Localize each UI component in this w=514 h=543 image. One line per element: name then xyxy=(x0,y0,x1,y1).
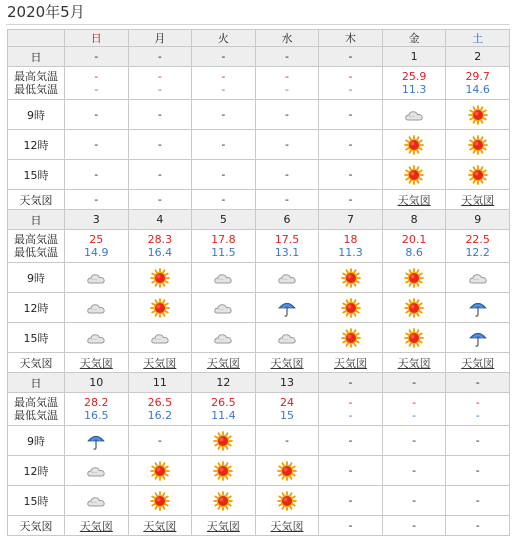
weather-cell-empty: - xyxy=(446,486,510,516)
weather-cell-empty: - xyxy=(382,486,446,516)
weather-cell xyxy=(128,323,192,353)
weather-chart-cell xyxy=(192,516,256,536)
low-temp: 16.5 xyxy=(84,409,109,422)
weather-cell xyxy=(255,323,319,353)
sunny-icon xyxy=(277,461,297,481)
high-temp: - xyxy=(475,396,480,409)
high-temp: - xyxy=(284,70,289,83)
weather-chart-cell xyxy=(382,353,446,373)
temperature-cell xyxy=(446,393,510,426)
high-temp: 18 xyxy=(343,233,358,246)
temperature-cell xyxy=(446,230,510,263)
weather-cell-empty: - xyxy=(319,130,383,160)
cloudy-icon xyxy=(404,105,424,125)
day-number: 10 xyxy=(65,373,129,393)
weather-cell xyxy=(255,293,319,323)
temperature-row xyxy=(8,393,510,426)
sunny-icon xyxy=(150,491,170,511)
weather-cell xyxy=(65,426,129,456)
cloudy-icon xyxy=(468,268,488,288)
temperature-cell xyxy=(65,393,129,426)
weather-cell xyxy=(446,323,510,353)
day-number: - xyxy=(128,47,192,67)
weather-chart-row-label: 天気図 xyxy=(8,516,65,536)
sunny-icon xyxy=(213,461,233,481)
weather-chart-cell-empty: - xyxy=(128,190,192,210)
weekday-tue: 火 xyxy=(192,30,256,47)
weather-chart-cell xyxy=(446,190,510,210)
sunny-icon xyxy=(213,491,233,511)
low-temp: 16.4 xyxy=(147,246,173,259)
weather-row-9時 xyxy=(8,100,510,130)
cloudy-icon xyxy=(213,328,233,348)
weather-cell xyxy=(446,263,510,293)
weather-chart-link[interactable]: 天気図 xyxy=(79,356,113,370)
day-number: - xyxy=(65,47,129,67)
weather-chart-link[interactable]: 天気図 xyxy=(143,519,177,533)
weather-chart-link[interactable]: 天気図 xyxy=(206,519,240,533)
weather-chart-cell xyxy=(65,353,129,373)
day-number-row xyxy=(8,47,510,67)
high-temp: - xyxy=(94,70,99,83)
weather-cell-empty: - xyxy=(446,426,510,456)
day-number: 9 xyxy=(446,210,510,230)
weather-chart-row xyxy=(8,353,510,373)
low-temp-label: 最低気温 xyxy=(14,83,58,96)
sunny-icon xyxy=(404,135,424,155)
weather-chart-link[interactable]: 天気図 xyxy=(397,193,431,207)
high-temp-label: 最高気温 xyxy=(14,233,58,246)
weather-calendar-table xyxy=(7,29,510,536)
sunny-icon xyxy=(468,135,488,155)
day-number: 7 xyxy=(319,210,383,230)
temperature-cell xyxy=(319,67,383,100)
weather-cell-empty: - xyxy=(192,100,256,130)
low-temp: - xyxy=(348,83,353,96)
weather-row-9時 xyxy=(8,263,510,293)
temperature-cell xyxy=(446,67,510,100)
low-temp: - xyxy=(475,409,480,422)
weather-chart-link[interactable]: 天気図 xyxy=(270,519,304,533)
temperature-cell xyxy=(65,230,129,263)
weather-cell-empty: - xyxy=(446,456,510,486)
time-slot-label: 15時 xyxy=(8,486,65,516)
day-number: - xyxy=(446,373,510,393)
low-temp: 15 xyxy=(279,409,294,422)
high-temp: 25 xyxy=(89,233,104,246)
low-temp: - xyxy=(348,409,353,422)
weather-cell-empty: - xyxy=(382,426,446,456)
weather-cell-empty: - xyxy=(65,130,129,160)
weather-cell-empty: - xyxy=(128,160,192,190)
weather-cell xyxy=(382,263,446,293)
day-number: - xyxy=(319,47,383,67)
sunny-icon xyxy=(277,491,297,511)
temperature-cell xyxy=(192,67,256,100)
weather-cell-empty: - xyxy=(128,130,192,160)
title-divider xyxy=(6,24,510,25)
weather-cell xyxy=(446,160,510,190)
time-slot-label: 15時 xyxy=(8,160,65,190)
day-row-label: 日 xyxy=(8,373,65,393)
temperature-cell xyxy=(319,230,383,263)
time-slot-label: 12時 xyxy=(8,293,65,323)
high-temp-label: 最高気温 xyxy=(14,396,58,409)
cloudy-icon xyxy=(86,298,106,318)
weather-cell-empty: - xyxy=(192,160,256,190)
low-temp: - xyxy=(94,83,99,96)
rain-umbrella-icon xyxy=(86,431,106,451)
temperature-row xyxy=(8,67,510,100)
high-temp: 26.5 xyxy=(211,396,236,409)
low-temp: 14.6 xyxy=(465,83,490,96)
low-temp: 14.9 xyxy=(84,246,109,259)
weather-cell xyxy=(382,130,446,160)
weather-cell xyxy=(65,456,129,486)
day-number: 6 xyxy=(255,210,319,230)
weekday-fri: 金 xyxy=(382,30,446,47)
low-temp: - xyxy=(412,409,417,422)
weather-chart-row xyxy=(8,190,510,210)
temperature-row-label xyxy=(8,230,65,263)
low-temp: 11.5 xyxy=(211,246,236,259)
low-temp: 11.3 xyxy=(338,246,363,259)
sunny-icon xyxy=(341,268,361,288)
weather-chart-cell xyxy=(446,353,510,373)
temperature-cell xyxy=(319,393,383,426)
weather-cell xyxy=(446,100,510,130)
temperature-row-label xyxy=(8,67,65,100)
weather-chart-cell-empty: - xyxy=(65,190,129,210)
day-number: 8 xyxy=(382,210,446,230)
weather-cell xyxy=(65,263,129,293)
weather-chart-cell-empty: - xyxy=(382,516,446,536)
temperature-cell xyxy=(65,67,129,100)
weather-chart-cell xyxy=(128,353,192,373)
weather-cell xyxy=(192,426,256,456)
day-number: - xyxy=(319,373,383,393)
time-slot-label: 9時 xyxy=(8,263,65,293)
weather-row-15時 xyxy=(8,160,510,190)
time-slot-label: 12時 xyxy=(8,456,65,486)
weather-chart-link[interactable]: 天気図 xyxy=(270,356,304,370)
weather-cell xyxy=(255,456,319,486)
weather-cell xyxy=(192,293,256,323)
time-slot-label: 9時 xyxy=(8,100,65,130)
weather-cell xyxy=(128,293,192,323)
day-number: 4 xyxy=(128,210,192,230)
temperature-row-label xyxy=(8,393,65,426)
high-temp: 20.1 xyxy=(401,233,427,246)
rain-umbrella-icon xyxy=(468,328,488,348)
weather-cell xyxy=(382,160,446,190)
weather-cell xyxy=(65,486,129,516)
sunny-icon xyxy=(150,461,170,481)
weather-row-12時 xyxy=(8,456,510,486)
weather-cell xyxy=(319,323,383,353)
time-slot-label: 9時 xyxy=(8,426,65,456)
weather-cell-empty: - xyxy=(255,160,319,190)
sunny-icon xyxy=(341,298,361,318)
weather-chart-link[interactable]: 天気図 xyxy=(206,356,240,370)
weather-cell xyxy=(446,130,510,160)
weather-row-12時 xyxy=(8,130,510,160)
weather-chart-cell xyxy=(382,190,446,210)
weather-cell xyxy=(192,263,256,293)
sunny-icon xyxy=(213,431,233,451)
temperature-cell xyxy=(255,230,319,263)
weather-cell-empty: - xyxy=(255,130,319,160)
weather-chart-cell-empty: - xyxy=(255,190,319,210)
temperature-cell xyxy=(382,230,446,263)
day-number: 1 xyxy=(382,47,446,67)
weather-cell xyxy=(382,293,446,323)
low-temp: - xyxy=(284,83,289,96)
weather-cell-empty: - xyxy=(382,456,446,486)
day-number-row xyxy=(8,210,510,230)
low-temp: 11.4 xyxy=(211,409,236,422)
weather-cell-empty: - xyxy=(65,100,129,130)
high-temp: 24 xyxy=(279,396,294,409)
rain-umbrella-icon xyxy=(277,298,297,318)
sunny-icon xyxy=(404,268,424,288)
weather-chart-cell-empty: - xyxy=(319,516,383,536)
weather-cell xyxy=(446,293,510,323)
high-temp: 28.3 xyxy=(147,233,173,246)
low-temp: - xyxy=(157,83,162,96)
weather-cell-empty: - xyxy=(255,100,319,130)
sunny-icon xyxy=(150,268,170,288)
day-number: 5 xyxy=(192,210,256,230)
cloudy-icon xyxy=(86,328,106,348)
cloudy-icon xyxy=(150,328,170,348)
day-number-row xyxy=(8,373,510,393)
weather-cell xyxy=(382,100,446,130)
high-temp-label: 最高気温 xyxy=(14,70,58,83)
sunny-icon xyxy=(468,165,488,185)
header-corner xyxy=(8,30,65,47)
low-temp-label: 最低気温 xyxy=(14,246,58,259)
weather-cell-empty: - xyxy=(255,426,319,456)
weather-chart-cell-empty: - xyxy=(319,190,383,210)
weekday-thu: 木 xyxy=(319,30,383,47)
low-temp-label: 最低気温 xyxy=(14,409,58,422)
cloudy-icon xyxy=(277,268,297,288)
page-title: 2020年5月 xyxy=(7,3,85,21)
sunny-icon xyxy=(150,298,170,318)
day-number: - xyxy=(192,47,256,67)
high-temp: 22.5 xyxy=(465,233,490,246)
high-temp: 28.2 xyxy=(84,396,109,409)
high-temp: - xyxy=(412,396,417,409)
weekday-mon: 月 xyxy=(128,30,192,47)
weather-cell xyxy=(65,323,129,353)
weather-cell-empty: - xyxy=(192,130,256,160)
weather-cell-empty: - xyxy=(319,100,383,130)
cloudy-icon xyxy=(86,268,106,288)
weather-chart-row-label: 天気図 xyxy=(8,190,65,210)
weather-cell-empty: - xyxy=(128,100,192,130)
weather-cell-empty: - xyxy=(65,160,129,190)
temperature-cell xyxy=(382,393,446,426)
day-number: 2 xyxy=(446,47,510,67)
cloudy-icon xyxy=(213,268,233,288)
high-temp: - xyxy=(348,396,353,409)
sunny-icon xyxy=(404,328,424,348)
day-number: - xyxy=(382,373,446,393)
weather-chart-cell-empty: - xyxy=(446,516,510,536)
weather-chart-row xyxy=(8,516,510,536)
weather-chart-link[interactable]: 天気図 xyxy=(79,519,113,533)
temperature-cell xyxy=(128,393,192,426)
weather-row-15時 xyxy=(8,486,510,516)
weather-cell xyxy=(128,263,192,293)
sunny-icon xyxy=(341,328,361,348)
temperature-cell xyxy=(255,393,319,426)
weather-cell xyxy=(128,486,192,516)
time-slot-label: 12時 xyxy=(8,130,65,160)
sunny-icon xyxy=(468,105,488,125)
rain-umbrella-icon xyxy=(468,298,488,318)
high-temp: 29.7 xyxy=(465,70,490,83)
day-number: 12 xyxy=(192,373,256,393)
temperature-cell xyxy=(128,67,192,100)
weather-cell xyxy=(382,323,446,353)
weather-chart-cell xyxy=(319,353,383,373)
weather-cell xyxy=(319,293,383,323)
weather-chart-link[interactable]: 天気図 xyxy=(461,193,495,207)
temperature-cell xyxy=(192,230,256,263)
weather-chart-cell xyxy=(255,353,319,373)
temperature-cell xyxy=(255,67,319,100)
cloudy-icon xyxy=(277,328,297,348)
cloudy-icon xyxy=(86,461,106,481)
sunny-icon xyxy=(404,165,424,185)
low-temp: 13.1 xyxy=(274,246,300,259)
low-temp: 16.2 xyxy=(147,409,173,422)
weekday-wed: 水 xyxy=(255,30,319,47)
weather-cell-empty: - xyxy=(319,160,383,190)
day-row-label: 日 xyxy=(8,210,65,230)
low-temp: 8.6 xyxy=(405,246,423,259)
low-temp: - xyxy=(221,83,226,96)
sunny-icon xyxy=(404,298,424,318)
weather-chart-link[interactable]: 天気図 xyxy=(397,356,431,370)
day-number: 13 xyxy=(255,373,319,393)
high-temp: 25.9 xyxy=(401,70,427,83)
high-temp: - xyxy=(157,70,162,83)
temperature-cell xyxy=(128,230,192,263)
weather-chart-link[interactable]: 天気図 xyxy=(334,356,368,370)
cloudy-icon xyxy=(86,491,106,511)
temperature-cell xyxy=(382,67,446,100)
time-slot-label: 15時 xyxy=(8,323,65,353)
high-temp: 17.5 xyxy=(274,233,300,246)
high-temp: - xyxy=(221,70,226,83)
low-temp: 11.3 xyxy=(401,83,427,96)
weather-chart-cell xyxy=(65,516,129,536)
weather-cell-empty: - xyxy=(128,426,192,456)
weather-chart-cell-empty: - xyxy=(192,190,256,210)
temperature-cell xyxy=(192,393,256,426)
high-temp: 26.5 xyxy=(147,396,173,409)
high-temp: - xyxy=(348,70,353,83)
weather-cell-empty: - xyxy=(319,456,383,486)
weather-row-9時 xyxy=(8,426,510,456)
day-number: - xyxy=(255,47,319,67)
weekday-sun: 日 xyxy=(65,30,129,47)
cloudy-icon xyxy=(213,298,233,318)
weekday-header-row xyxy=(8,30,510,47)
weekday-sat: 土 xyxy=(446,30,510,47)
weather-cell xyxy=(128,456,192,486)
weather-cell xyxy=(255,263,319,293)
weather-cell xyxy=(65,293,129,323)
low-temp: 12.2 xyxy=(465,246,490,259)
day-row-label: 日 xyxy=(8,47,65,67)
weather-chart-cell xyxy=(128,516,192,536)
day-number: 11 xyxy=(128,373,192,393)
weather-chart-row-label: 天気図 xyxy=(8,353,65,373)
weather-chart-link[interactable]: 天気図 xyxy=(143,356,177,370)
weather-cell xyxy=(319,263,383,293)
weather-cell xyxy=(192,323,256,353)
weather-row-12時 xyxy=(8,293,510,323)
weather-chart-cell xyxy=(255,516,319,536)
weather-cell xyxy=(255,486,319,516)
temperature-row xyxy=(8,230,510,263)
weather-cell xyxy=(192,486,256,516)
high-temp: 17.8 xyxy=(211,233,236,246)
day-number: 3 xyxy=(65,210,129,230)
weather-cell-empty: - xyxy=(319,486,383,516)
weather-cell xyxy=(192,456,256,486)
weather-chart-link[interactable]: 天気図 xyxy=(461,356,495,370)
weather-row-15時 xyxy=(8,323,510,353)
weather-chart-cell xyxy=(192,353,256,373)
weather-cell-empty: - xyxy=(319,426,383,456)
